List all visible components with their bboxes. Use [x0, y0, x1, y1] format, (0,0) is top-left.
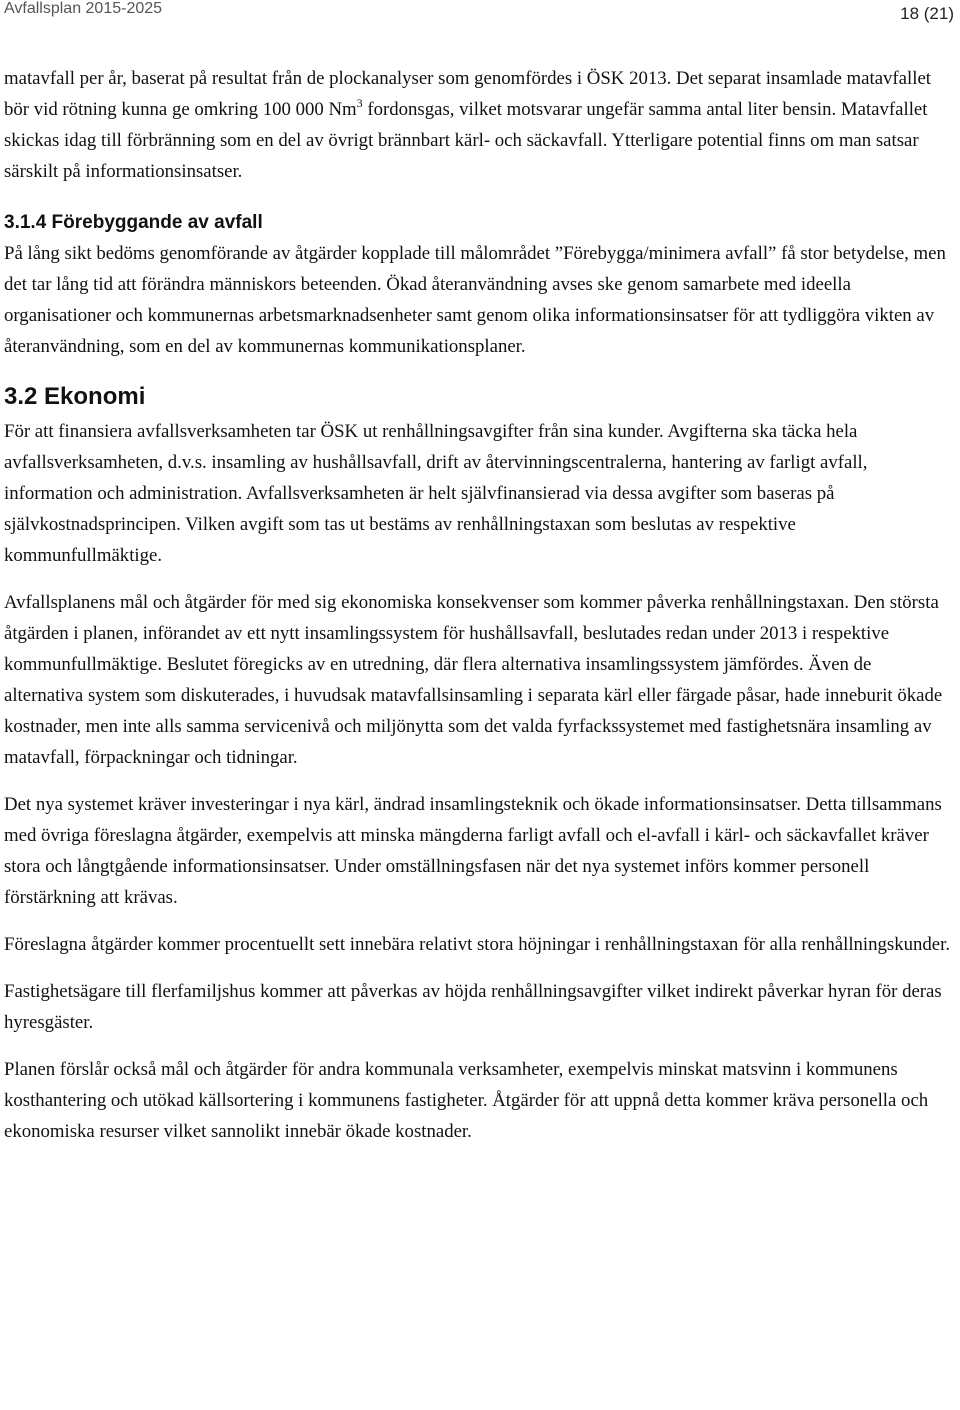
- document-title: Avfallsplan 2015-2025: [4, 0, 163, 17]
- heading-forebyggande: 3.1.4 Förebyggande av avfall: [4, 212, 263, 233]
- page-header: [4, 0, 954, 22]
- paragraph-konsekvenser: Avfallsplanens mål och åtgärder för med sig ekonomiska konsekvenser som kommer påverka renhållningstaxan. Den största åtgärden i planen, införandet av ett nytt insamlingssystem för hushållsavfall, beslutades redan under 2013 i respektive kommunfullmäktige. Beslutet föregicks av en utredning, där flera alternativa insamlingssystem jämfördes. Även de alternativa system som diskuterades, i huvudsak matavfallsinsamling i separata kärl eller färgade påsar, hade inneburit ökade kostnader, men inte alls samma servicenivå och miljönytta som det valda fyrfackssystemet med fastighetsnära insamling av matavfall, förpackningar och tidningar.: [4, 592, 943, 768]
- heading-ekonomi: 3.2 Ekonomi: [4, 383, 146, 410]
- paragraph-forebyggande: På lång sikt bedöms genomförande av åtgärder kopplade till målområdet ”Förebygga/minimera avfall” få stor betydelse, men det tar lång tid att förändra människors beteenden. Ökad återanvändning avses ske genom samarbete med ideella organisationer och kommunernas arbetsmarknadsenheter samt genom olika informationsinsatser för att tydliggöra vikten av återanvändning, som en del av kommunernas kommunikationsplaner.: [4, 243, 946, 357]
- page-number: 18 (21): [900, 4, 954, 23]
- paragraph-investeringar: Det nya systemet kräver investeringar i nya kärl, ändrad insamlingsteknik och ökade informationsinsatser. Detta tillsammans med övriga föreslagna åtgärder, exempelvis att minska mängderna farligt avfall och el-avfall i kärl- och säckavfallet kräver stora och långtgående informationsinsatser. Under omställningsfasen när det nya systemet införs kommer personell förstärkning att krävas.: [4, 794, 942, 908]
- paragraph-fastighetsagare: Fastighetsägare till flerfamiljshus kommer att påverkas av höjda renhållningsavgifter vilket indirekt påverkar hyran för deras hyresgäster.: [4, 981, 942, 1033]
- superscript-three: 3: [356, 96, 363, 110]
- paragraph-matavfall: [4, 63, 954, 187]
- paragraph-hojningar: Föreslagna åtgärder kommer procentuellt sett innebära relativt stora höjningar i renhållningstaxan för alla renhållningskunder.: [4, 934, 951, 955]
- paragraph-finansiering: För att finansiera avfallsverksamheten tar ÖSK ut renhållningsavgifter från sina kunder. Avgifterna ska täcka hela avfallsverksamheten, d.v.s. insamling av hushållsavfall, drift av återvinningscentralerna, hantering av farligt avfall, information och administration. Avfallsverksamheten är helt självfinansierad via dessa avgifter som baseras på självkostnadsprincipen. Vilken avgift som tas ut bestäms av renhållningstaxan som beslutas av respektive kommunfullmäktige.: [4, 421, 868, 566]
- paragraph-text: matavfall per år, baserat på resultat från de plockanalyser som genomfördes i ÖSK 2013. Det separat insamlade matavfallet bör vid rötning kunna ge omkring 100 000 Nm: [4, 68, 932, 120]
- paragraph-text: fordonsgas, vilket motsvarar ungefär samma antal liter bensin. Matavfallet skickas idag till förbränning som en del av övrigt brännbart kärl- och säckavfall. Ytterligare potential finns om man satsar särskilt på informationsinsatser.: [4, 99, 928, 182]
- document-body: [4, 63, 954, 1147]
- paragraph-kommunala-verksamheter: Planen förslår också mål och åtgärder för andra kommunala verksamheter, exempelvis minskat matsvinn i kommunens kosthantering och utökad källsortering i kommunens fastigheter. Åtgärder för att uppnå detta kommer kräva personella och ekonomiska resurser vilket sannolikt innebär ökade kostnader.: [4, 1059, 929, 1142]
